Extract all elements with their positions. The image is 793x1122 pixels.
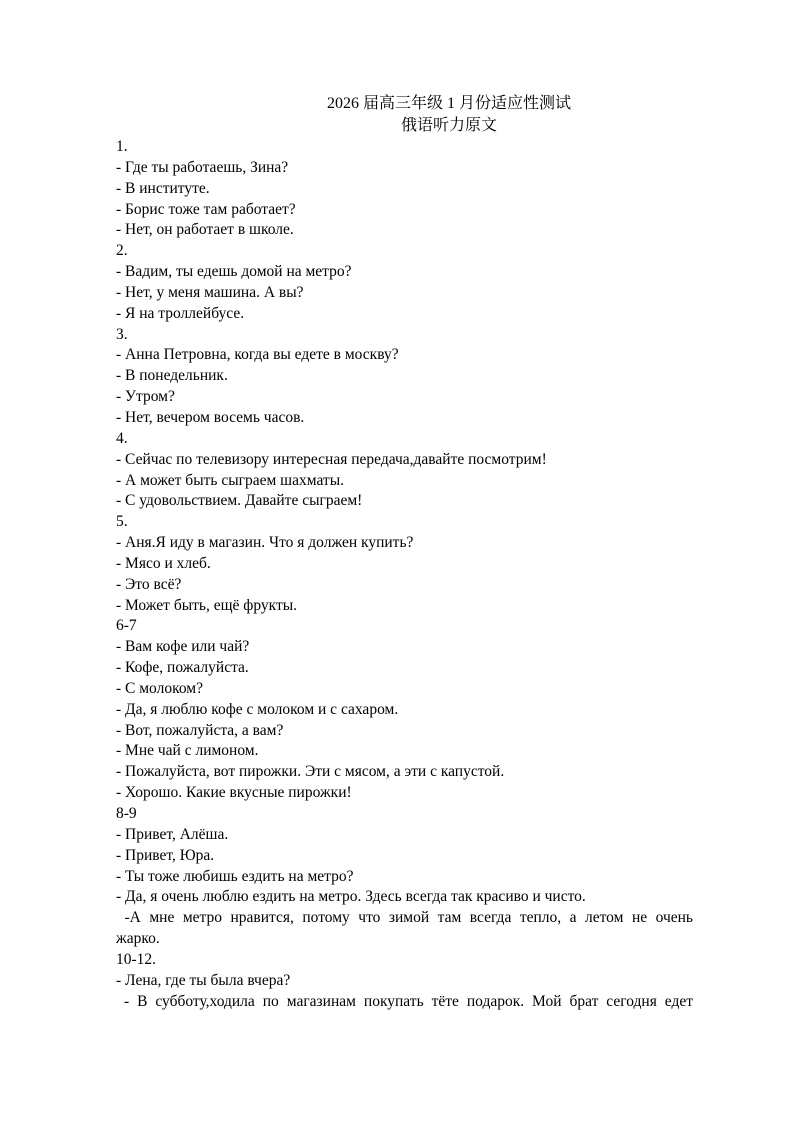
transcript-line: - Утром?: [116, 388, 175, 406]
transcript-line: - Лена, где ты была вчера?: [116, 971, 291, 989]
transcript-line: - Сейчас по телевизору интересная передача,давайте посмотрим!: [116, 450, 547, 468]
transcript-line: - С удовольствием. Давайте сыграем!: [116, 492, 363, 510]
transcript-line: - Может быть, ещё фрукты.: [116, 596, 298, 614]
transcript-line: - А может быть сыграем шахматы.: [116, 471, 344, 489]
transcript-line: - Анна Петровна, когда вы едете в москву?: [116, 346, 399, 364]
transcript-line: - Вот, пожалуйста, а вам?: [116, 721, 284, 739]
transcript-line: - Кофе, пожалуйста.: [116, 659, 249, 677]
transcript-line: - Мясо и хлеб.: [116, 554, 211, 572]
transcript-line: - Нет, у меня машина. А вы?: [116, 283, 304, 301]
transcript-line: - Мне чай с лимоном.: [116, 742, 259, 760]
transcript-line: - В институте.: [116, 179, 210, 197]
transcript-line: - Борис тоже там работает?: [116, 200, 296, 218]
transcript-line: 2.: [116, 242, 128, 260]
transcript-line: - Это всё?: [116, 575, 182, 593]
transcript-line: жарко.: [116, 930, 160, 948]
transcript-line: - Я на троллейбусе.: [116, 304, 245, 322]
transcript-line: - В субботу,ходила по магазинам покупать тёте подарок. Мой брат сегодня едет: [116, 992, 693, 1010]
document-subtitle: 俄语听力原文: [400, 116, 497, 134]
document-content: [116, 93, 693, 1012]
transcript-line: 3.: [116, 325, 128, 343]
transcript-line: 6-7: [116, 617, 137, 635]
transcript-line: - Вадим, ты едешь домой на метро?: [116, 263, 352, 281]
transcript-lines: [116, 137, 693, 1012]
document-title: 2026 届高三年级 1 月份适应性测试: [326, 95, 571, 112]
transcript-line: - Где ты работаешь, Зина?: [116, 158, 289, 176]
transcript-line: - Да, я люблю кофе с молоком и с сахаром.: [116, 700, 399, 718]
transcript-line: - Нет, вечером восемь часов.: [116, 408, 305, 426]
transcript-line: - В понедельник.: [116, 367, 228, 385]
transcript-line: - Аня.Я иду в магазин. Что я должен купить?: [116, 534, 414, 552]
transcript-line: - Пожалуйста, вот пирожки. Эти с мясом, а эти с капустой.: [116, 763, 505, 781]
transcript-line: - Нет, он работает в школе.: [116, 221, 294, 239]
transcript-line: 8-9: [116, 805, 137, 822]
transcript-line: 4.: [116, 429, 128, 447]
transcript-line: - С молоком?: [116, 679, 203, 697]
transcript-line: - Привет, Юра.: [116, 846, 215, 864]
transcript-line: - Да, я очень люблю ездить на метро. Здесь всегда так красиво и чисто.: [116, 888, 586, 906]
transcript-line: - Вам кофе или чай?: [116, 638, 250, 656]
transcript-line: - Ты тоже любишь ездить на метро?: [116, 867, 354, 885]
transcript-line: 1.: [116, 138, 128, 155]
transcript-line: 5.: [116, 513, 128, 531]
transcript-line: -А мне метро нравится, потому что зимой там всегда тепло, а летом не очень: [116, 909, 694, 927]
transcript-line: - Хорошо. Какие вкусные пирожки!: [116, 784, 352, 802]
transcript-line: - Привет, Алёша.: [116, 825, 229, 843]
transcript-line: 10-12.: [116, 950, 157, 968]
